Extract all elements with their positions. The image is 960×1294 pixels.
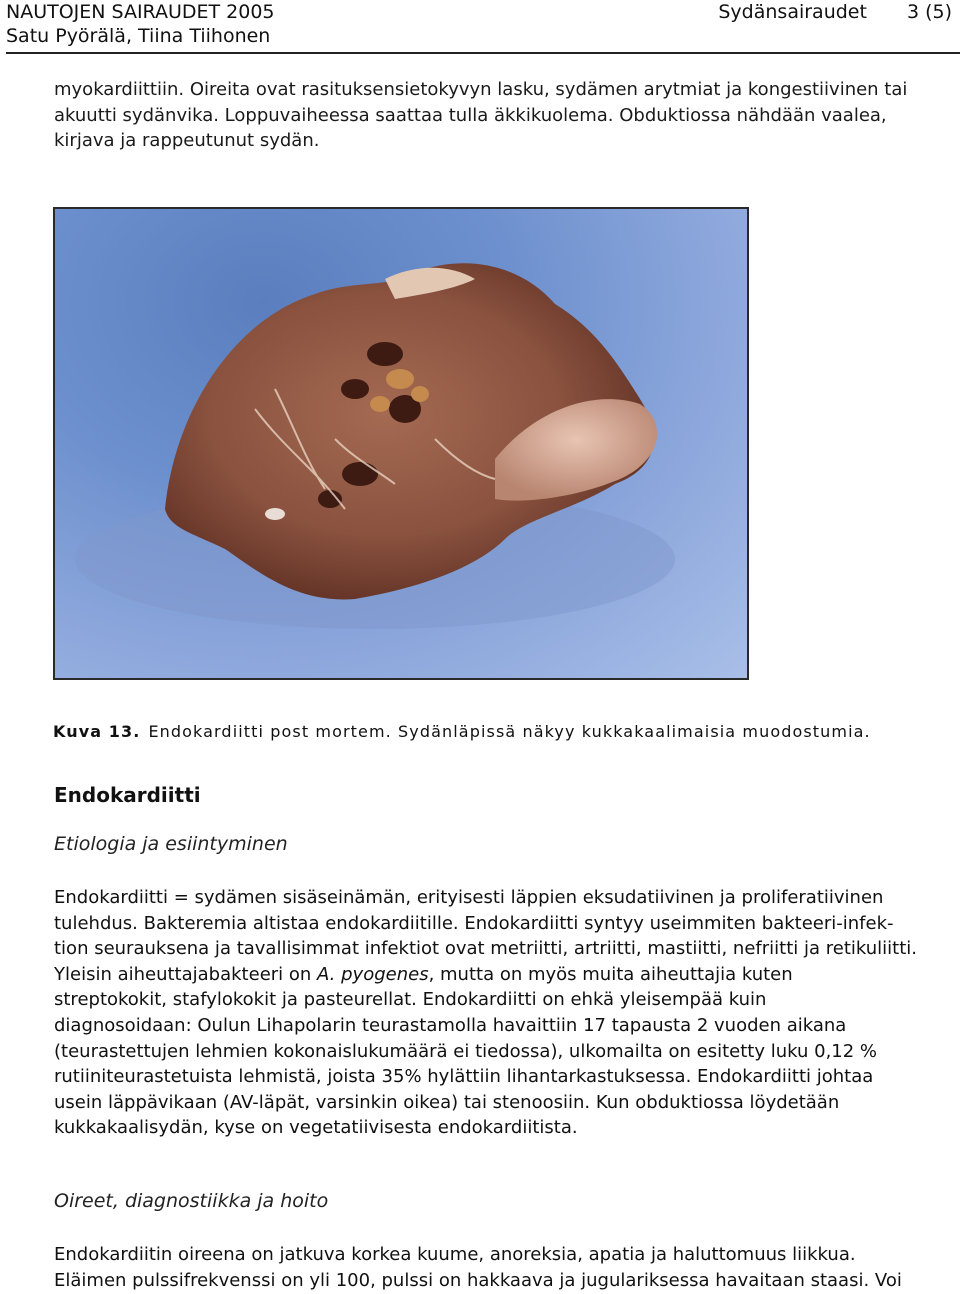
text-line: usein läppävikaan (AV-läpät, varsinkin oikea) tai stenoosiin. Kun obduktiossa löydetään (54, 1091, 840, 1113)
symptoms-paragraph (54, 1242, 934, 1293)
page-header (6, 0, 960, 54)
species-name: A. pyogenes (317, 963, 429, 985)
text-line: Eläimen pulssifrekvenssi on yli 100, pulssi on hakkaava ja jugulariksessa havaitaan staasi. Voi (54, 1269, 902, 1291)
subsection-heading-symptoms: Oireet, diagnostiikka ja hoito (54, 1190, 329, 1212)
text-span: Yleisin aiheuttajabakteeri on (54, 963, 318, 985)
text-line: diagnosoidaan: Oulun Lihapolarin teurastamolla havaittiin 17 tapausta 2 vuoden aikana (54, 1014, 847, 1036)
text-line: rutiiniteurastetuista lehmistä, joista 35% hylättiin lihantarkastuksessa. Endokardiitti johtaa (54, 1066, 874, 1088)
text-line: (teurastettujen lehmien kokonaislukumäärä ei tiedossa), ulkomailta on esitetty luku 0,12 % (54, 1040, 878, 1062)
page-number: 3 (5) (906, 1, 952, 23)
text-line: kirjava ja rappeutunut sydän. (54, 130, 320, 152)
text-line: Endokardiitti = sydämen sisäseinämän, erityisesti läppien eksudatiivinen ja proliferatiivinen (54, 887, 884, 908)
intro-paragraph (54, 77, 934, 154)
caption-text: Endokardiitti post mortem. Sydänläpissä näkyy kukkakaalimaisia muodostumia. (148, 722, 871, 741)
text-line: tulehdus. Bakteremia altistaa endokardiitille. Endokardiitti syntyy useimmiten bakteeri-infek- (54, 912, 894, 934)
caption-label: Kuva 13. (53, 722, 141, 741)
heart-illustration (55, 209, 747, 678)
subsection-heading-etiology: Etiologia ja esiintyminen (54, 833, 288, 855)
main-paragraph (54, 885, 934, 1141)
text-line: tion seurauksena ja tavallisimmat infektiot ovat metriitti, artriitti, mastiitti, nefriitti ja retikuliitti. (54, 938, 917, 960)
heart-photo (53, 207, 749, 680)
course-title: NAUTOJEN SAIRAUDET 2005 (6, 1, 275, 23)
authors: Satu Pyörälä, Tiina Tiihonen (6, 25, 271, 47)
text-line: streptokokit, stafylokokit ja pasteurellat. Endokardiitti on ehkä yleisempää kuin (54, 989, 767, 1011)
text-line: akuutti sydänvika. Loppuvaiheessa saattaa tulla äkkikuolema. Obduktiossa nähdään vaalea, (54, 104, 887, 126)
text-line: myokardiittiin. Oireita ovat rasituksensietokyvyn lasku, sydämen arytmiat ja kongestiivinen tai (54, 79, 908, 100)
figure-caption (53, 722, 871, 741)
text-span: , mutta on myös muita aiheuttajia kuten (428, 963, 793, 985)
text-line: Endokardiitin oireena on jatkuva korkea kuume, anoreksia, apatia ja haluttomuus liikkua. (54, 1244, 856, 1265)
text-line: kukkakaalisydän, kyse on vegetatiivisesta endokardiitista. (54, 1117, 578, 1139)
header-right (718, 0, 952, 24)
text-line (54, 962, 934, 988)
section-name: Sydänsairaudet (718, 1, 867, 23)
section-heading: Endokardiitti (54, 783, 201, 807)
